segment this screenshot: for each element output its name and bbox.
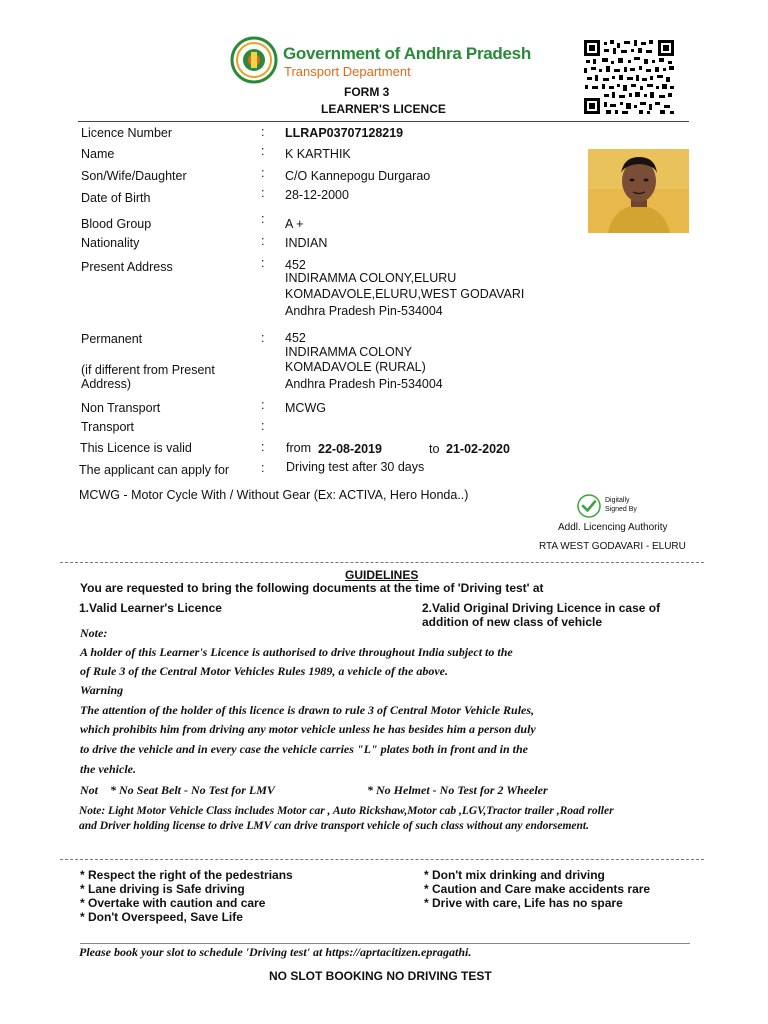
section-divider bbox=[60, 859, 704, 860]
valid-to-date: 21-02-2020 bbox=[446, 442, 510, 456]
colon: : bbox=[261, 331, 265, 345]
present-address-label: Present Address bbox=[81, 260, 173, 274]
note-text: A holder of this Learner's Licence is authorised to drive throughout India subject to the bbox=[80, 645, 513, 659]
page-title: LEARNER'S LICENCE bbox=[321, 102, 446, 116]
section-divider bbox=[60, 562, 704, 563]
present-address-line: KOMADAVOLE,ELURU,WEST GODAVARI bbox=[285, 287, 525, 301]
safety-tip: * Don't mix drinking and driving bbox=[424, 868, 605, 882]
safety-tip: * Respect the right of the pedestrians bbox=[80, 868, 293, 882]
apply-label: The applicant can apply for bbox=[79, 463, 230, 477]
non-transport-value: MCWG bbox=[285, 401, 326, 415]
lmv-note: Note: Light Motor Vehicle Class includes Motor car , Auto Rickshaw,Motor cab ,LGV,Tractor trailer ,Road roller bbox=[79, 805, 614, 817]
guidelines-heading: GUIDELINES bbox=[345, 568, 419, 582]
no-slot-notice: NO SLOT BOOKING NO DRIVING TEST bbox=[269, 969, 492, 983]
qr-code bbox=[584, 40, 674, 114]
permanent-address-line: 452 bbox=[285, 331, 306, 345]
valid-to-label: to bbox=[429, 442, 440, 456]
safety-tip: * Overtake with caution and care bbox=[80, 896, 266, 910]
colon: : bbox=[261, 398, 265, 412]
header-divider bbox=[78, 121, 689, 122]
transport-label: Transport bbox=[81, 420, 135, 434]
guidelines-intro: You are requested to bring the following documents at the time of 'Driving test' at bbox=[80, 581, 544, 595]
licence-number-value: LLRAP03707128219 bbox=[285, 126, 404, 140]
mcwg-note: MCWG - Motor Cycle With / Without Gear (Ex: ACTIVA, Hero Honda..) bbox=[79, 488, 469, 502]
colon: : bbox=[261, 125, 265, 139]
name-value: K KARTHIK bbox=[285, 147, 351, 161]
applicant-photo bbox=[588, 149, 689, 233]
valid-from-label: from bbox=[286, 441, 311, 455]
name-label: Name bbox=[81, 147, 115, 161]
apply-value: Driving test after 30 days bbox=[286, 460, 425, 474]
government-emblem-logo bbox=[230, 36, 278, 84]
warning-text: the vehicle. bbox=[80, 762, 136, 776]
guideline-item: addition of new class of vehicle bbox=[422, 615, 603, 629]
safety-tip: * Lane driving is Safe driving bbox=[80, 882, 245, 896]
rta-office: RTA WEST GODAVARI - ELURU bbox=[539, 541, 686, 552]
relation-label: Son/Wife/Daughter bbox=[81, 169, 187, 183]
not-label: Not bbox=[80, 783, 98, 797]
warning-text: which prohibits him from driving any motor vehicle unless he has besides him a person duly bbox=[80, 722, 536, 736]
blood-group-label: Blood Group bbox=[81, 217, 152, 231]
nationality-label: Nationality bbox=[81, 236, 140, 250]
permanent-address-line: KOMADAVOLE (RURAL) bbox=[285, 360, 426, 374]
colon: : bbox=[261, 256, 265, 270]
blood-group-value: A + bbox=[285, 217, 304, 231]
colon: : bbox=[261, 144, 265, 158]
dept-title: Transport Department bbox=[284, 64, 411, 79]
digitally-signed-badge: Digitally bbox=[605, 497, 630, 504]
colon: : bbox=[261, 212, 265, 226]
dob-label: Date of Birth bbox=[81, 191, 151, 205]
guideline-item: 2.Valid Original Driving Licence in case of bbox=[422, 601, 661, 615]
footer-divider bbox=[80, 943, 690, 944]
form-number: FORM 3 bbox=[344, 85, 390, 99]
non-transport-label: Non Transport bbox=[81, 401, 161, 415]
nationality-value: INDIAN bbox=[285, 236, 328, 250]
permanent-address-label: Permanent bbox=[81, 332, 143, 346]
colon: : bbox=[261, 186, 265, 200]
present-address-line: Andhra Pradesh Pin-534004 bbox=[285, 304, 443, 318]
permanent-address-line: INDIRAMMA COLONY bbox=[285, 345, 413, 359]
warning-text: The attention of the holder of this licence is drawn to rule 3 of Central Motor Vehicle Rules, bbox=[80, 703, 535, 717]
safety-tip: * Drive with care, Life has no spare bbox=[424, 896, 623, 910]
colon: : bbox=[261, 166, 265, 180]
present-address-line: INDIRAMMA COLONY,ELURU bbox=[285, 271, 457, 285]
digitally-signed-badge: Signed By bbox=[605, 506, 637, 513]
lmv-note: and Driver holding license to drive LMV can drive transport vehicle of such class without any endorsement. bbox=[79, 820, 589, 832]
colon: : bbox=[261, 440, 265, 454]
validity-label: This Licence is valid bbox=[80, 441, 192, 455]
licensing-authority: Addl. Licencing Authority bbox=[558, 522, 668, 533]
helmet-rule: * No Helmet - No Test for 2 Wheeler bbox=[367, 783, 548, 797]
permanent-note: Address) bbox=[81, 377, 132, 391]
relation-value: C/O Kannepogu Durgarao bbox=[285, 169, 431, 183]
warning-heading: Warning bbox=[80, 683, 124, 697]
valid-from-date: 22-08-2019 bbox=[318, 442, 382, 456]
safety-tip: * Don't Overspeed, Save Life bbox=[80, 910, 243, 924]
safety-tip: * Caution and Care make accidents rare bbox=[424, 882, 651, 896]
guideline-item: 1.Valid Learner's Licence bbox=[79, 601, 222, 615]
warning-text: to drive the vehicle and in every case the vehicle carries "L" plates both in front and in the bbox=[80, 742, 528, 756]
colon: : bbox=[261, 234, 265, 248]
present-address-line: 452 bbox=[285, 258, 306, 272]
note-text: of Rule 3 of the Central Motor Vehicles Rules 1989, a vehicle of the above. bbox=[80, 664, 448, 678]
digitally-signed-check-icon bbox=[577, 494, 601, 518]
note-heading: Note: bbox=[80, 626, 108, 640]
colon: : bbox=[261, 419, 265, 433]
govt-title: Government of Andhra Pradesh bbox=[283, 44, 531, 63]
booking-notice: Please book your slot to schedule 'Driving test' at https://aprtacitizen.epragathi. bbox=[79, 945, 472, 959]
licence-number-label: Licence Number bbox=[81, 126, 173, 140]
dob-value: 28-12-2000 bbox=[285, 188, 349, 202]
colon: : bbox=[261, 461, 265, 475]
seat-belt-rule: * No Seat Belt - No Test for LMV bbox=[110, 783, 275, 797]
permanent-address-line: Andhra Pradesh Pin-534004 bbox=[285, 377, 443, 391]
permanent-note: (if different from Present bbox=[81, 363, 215, 377]
